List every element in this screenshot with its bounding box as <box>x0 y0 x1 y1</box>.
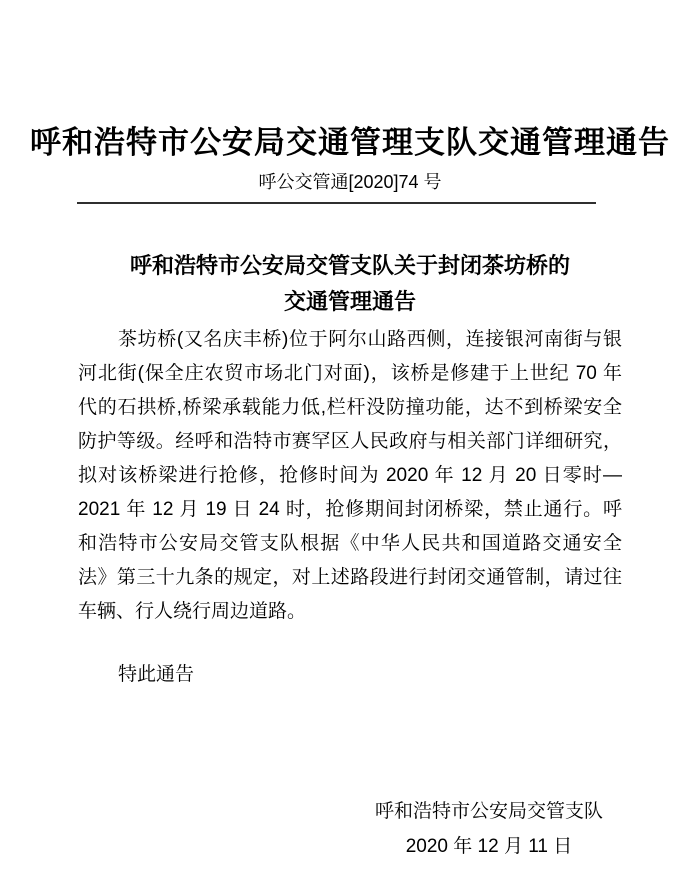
body-line: 拟对该桥梁进行抢修，抢修时间为 2020 年 12 月 20 日零时— <box>78 465 622 486</box>
body-line: 代的石拱桥,桥梁承载能力低,栏杆没防撞功能，达不到桥梁安全 <box>78 397 622 418</box>
body-line: 防护等级。经呼和浩特市赛罕区人民政府与相关部门详细研究， <box>78 431 622 452</box>
body-line: 和浩特市公安局交管支队根据《中华人民共和国道路交通安全 <box>78 533 622 554</box>
body-line: 车辆、行人绕行周边道路。 <box>78 601 307 622</box>
notice-subtitle <box>0 248 700 320</box>
document-title: 呼和浩特市公安局交通管理支队交通管理通告 <box>30 124 670 160</box>
issuing-authority: 呼和浩特市公安局交管支队 <box>374 801 603 822</box>
notice-subtitle-line2: 交通管理通告 <box>283 289 416 315</box>
header-divider-line <box>77 202 596 204</box>
body-line: 河北街(保全庄农贸市场北门对面)，该桥是修建于上世纪 70 年 <box>78 363 622 384</box>
document-number: 呼公交管通[2020]74 号 <box>258 172 442 192</box>
signature-block <box>373 799 605 860</box>
issue-date: 2020 年 12 月 11 日 <box>405 836 573 857</box>
body-line: 茶坊桥(又名庆丰桥)位于阿尔山路西侧，连接银河南街与银 <box>118 329 622 350</box>
notice-subtitle-line1: 呼和浩特市公安局交管支队关于封闭茶坊桥的 <box>129 253 570 279</box>
body-line: 2021 年 12 月 19 日 24 时，抢修期间封闭桥梁，禁止通行。呼 <box>78 499 622 520</box>
closing-statement: 特此通告 <box>118 664 195 685</box>
body-line: 法》第三十九条的规定，对上述路段进行封闭交通管制，请过往 <box>78 567 622 588</box>
notice-body <box>78 323 622 629</box>
